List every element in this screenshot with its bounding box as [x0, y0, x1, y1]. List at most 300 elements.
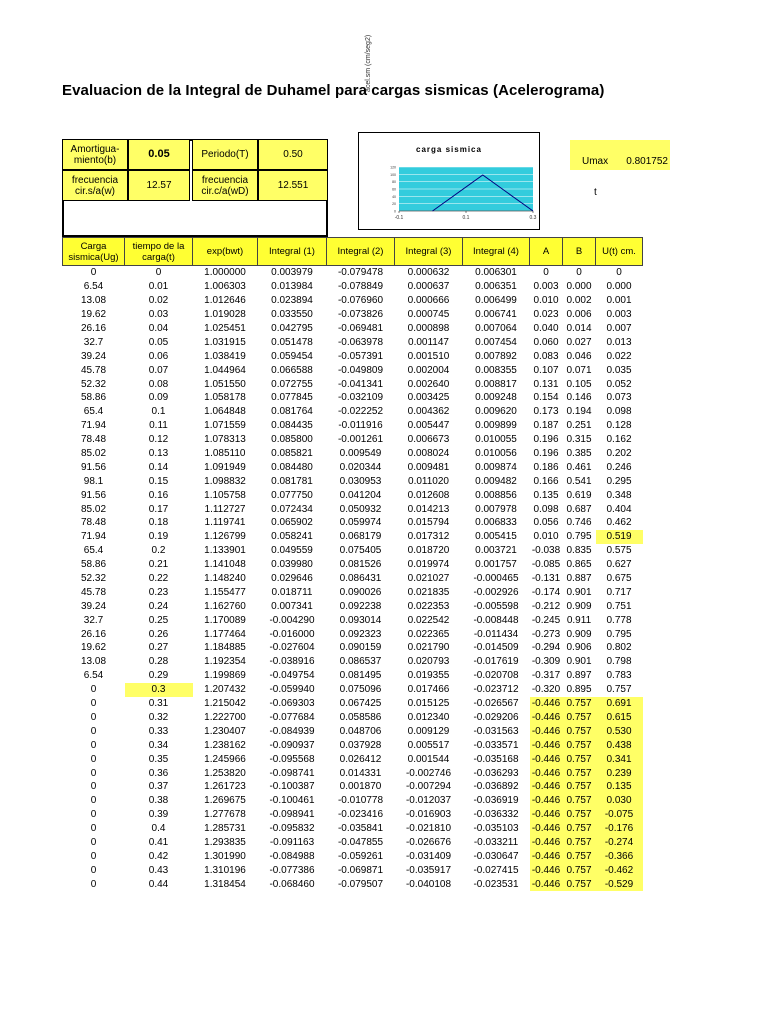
chart-ytick-label: 120	[390, 165, 396, 170]
table-cell: 0.26	[148, 628, 169, 640]
table-cell: 0.901	[566, 586, 592, 598]
table-cell: 1.301990	[204, 850, 246, 862]
table-cell: 0.135	[533, 489, 559, 501]
table-cell: 0.865	[566, 559, 592, 571]
table-cell: 0.146	[566, 392, 592, 404]
table-cell: -0.446	[530, 711, 563, 725]
table-cell: 52.32	[80, 573, 107, 585]
table-cell: -0.011434	[473, 628, 519, 640]
table-cell: 0.083	[533, 350, 559, 362]
table-cell: 0.018720	[407, 545, 450, 557]
table-cell: 0.009899	[475, 420, 517, 432]
table-cell: 45.78	[80, 364, 107, 376]
table-cell: -0.029206	[473, 711, 519, 723]
table-cell: 1.025451	[204, 323, 246, 334]
table-cell: 1.006303	[204, 281, 246, 293]
table-cell: 0	[90, 739, 97, 751]
table-cell: 6.54	[83, 281, 104, 293]
table-cell: -0.446	[530, 780, 563, 794]
table-cell: 0.11	[149, 420, 168, 432]
table-cell: -0.084988	[269, 850, 315, 862]
table-cell: 58.86	[80, 392, 107, 404]
table-row	[63, 405, 643, 419]
table-cell: -0.273	[531, 628, 561, 640]
amortiguamiento-label: Amortigua-miento(b)	[62, 139, 128, 170]
table-row	[63, 738, 643, 752]
table-cell: 0.05	[148, 336, 169, 348]
table-cell: 0.000632	[407, 267, 450, 279]
column-header: Carga sismica(Ug)	[63, 238, 125, 266]
table-cell: 0.010	[533, 531, 559, 543]
table-cell: 45.78	[80, 586, 107, 598]
table-cell: 0.009482	[475, 475, 517, 487]
table-row	[63, 780, 643, 794]
table-cell: 0.173	[533, 406, 559, 418]
table-cell: -0.023531	[473, 878, 519, 890]
table-cell: 0.2	[151, 545, 166, 557]
table-cell: -0.446	[530, 794, 563, 808]
table-cell: 0.012340	[407, 711, 450, 723]
umax-value: 0.801752	[626, 155, 668, 167]
table-row	[63, 349, 643, 363]
table-cell: 0.008024	[407, 448, 450, 460]
chart-svg	[359, 133, 539, 229]
column-header: Integral (2)	[327, 238, 395, 266]
table-cell: 0.010	[533, 295, 559, 307]
table-cell: 0	[155, 267, 162, 279]
table-cell: 0.006301	[475, 267, 517, 279]
t-label: t	[594, 187, 597, 198]
table-cell: 0.059974	[339, 517, 382, 529]
table-cell: 1.199869	[204, 670, 246, 682]
table-cell: 1.038419	[204, 350, 246, 362]
table-cell: 0.530	[596, 724, 643, 738]
table-cell: 0.575	[606, 545, 632, 557]
table-cell: 0.757	[563, 808, 596, 822]
table-cell: 85.02	[80, 503, 107, 515]
table-cell: 98.1	[83, 475, 104, 487]
table-cell: -0.077386	[269, 864, 315, 876]
table-cell: -0.023712	[473, 684, 519, 696]
table-cell: 0.461	[566, 461, 592, 473]
table-cell: 0.003	[533, 281, 559, 293]
table-cell: -0.100387	[269, 781, 315, 793]
table-cell: 0.000637	[407, 281, 450, 293]
table-cell: 0.020793	[407, 656, 450, 668]
table-cell: 0.098	[533, 503, 559, 515]
table-cell: 0.000898	[407, 323, 450, 334]
table-cell: -0.059261	[337, 850, 384, 862]
frecuencia-w-label: frecuencia cir.s/a(w)	[62, 170, 128, 201]
table-row	[63, 655, 643, 669]
table-cell: 0.385	[566, 448, 592, 460]
table-cell: -0.063978	[337, 336, 384, 348]
table-cell: 0.24	[148, 600, 169, 612]
table-cell: 0.835	[566, 545, 592, 557]
table-cell: 1.192354	[204, 656, 246, 668]
column-header: Integral (3)	[395, 238, 463, 266]
table-cell: 0.004362	[407, 406, 450, 418]
table-cell: 0.154	[533, 392, 559, 404]
chart-area	[358, 132, 540, 230]
table-cell: -0.073826	[337, 309, 384, 321]
table-cell: 1.091949	[204, 461, 246, 473]
table-cell: 0	[90, 864, 97, 876]
table-cell: 0.757	[563, 849, 596, 863]
table-cell: 32.7	[83, 614, 104, 626]
table-cell: -0.446	[530, 836, 563, 850]
table-cell: 0.783	[606, 670, 632, 682]
table-row	[63, 474, 643, 488]
table-cell: 0.075405	[339, 545, 382, 557]
table-cell: 1.098832	[204, 475, 246, 487]
table-cell: 0.051478	[271, 336, 313, 348]
table-cell: 0.691	[596, 697, 643, 711]
table-cell: 0.25	[148, 614, 169, 626]
table-cell: 0.008817	[475, 378, 517, 390]
table-cell: 0.005447	[407, 420, 450, 432]
table-cell: 0.751	[606, 600, 632, 612]
table-cell: -0.030647	[473, 850, 519, 862]
table-cell: 0.077845	[271, 392, 313, 404]
table-cell: 0.081495	[339, 670, 382, 682]
table-cell: 0.295	[606, 475, 632, 487]
table-cell: 0.042795	[271, 323, 313, 334]
table-cell: 0.014	[566, 323, 592, 334]
table-cell: 65.4	[83, 406, 104, 418]
table-cell: -0.077684	[269, 711, 315, 723]
chart-ytick-label: 100	[390, 172, 396, 177]
table-cell: 0.017312	[407, 531, 450, 543]
table-cell: -0.036293	[473, 767, 519, 779]
table-cell: 0.757	[563, 836, 596, 850]
table-cell: 0.000666	[407, 295, 450, 307]
table-cell: 0.065902	[271, 517, 313, 529]
table-cell: 0.14	[148, 461, 169, 473]
table-cell: 0.081526	[339, 559, 382, 571]
table-cell: 0.081764	[271, 406, 313, 418]
table-cell: 0.000	[566, 281, 592, 293]
table-row	[63, 558, 643, 572]
table-cell: -0.031563	[473, 725, 519, 737]
table-cell: 0.015125	[407, 698, 450, 710]
table-cell: 0.007341	[271, 600, 313, 612]
table-cell: -0.446	[530, 849, 563, 863]
table-cell: 0.012608	[407, 489, 450, 501]
table-cell: 0.03	[148, 309, 169, 321]
table-cell: 0.009248	[475, 392, 517, 404]
table-cell: 1.222700	[204, 711, 246, 723]
table-cell: 0.007892	[475, 350, 517, 362]
table-cell: 0.010055	[475, 434, 517, 446]
table-row	[63, 460, 643, 474]
table-cell: 0.906	[566, 642, 592, 654]
table-cell: 0.007978	[475, 503, 517, 515]
table-cell: -0.002746	[405, 767, 452, 779]
table-cell: 0.018711	[271, 586, 313, 598]
table-header-row	[63, 238, 643, 266]
table-cell: -0.038	[531, 545, 561, 557]
table-cell: 26.16	[80, 628, 107, 640]
table-cell: 0.17	[148, 503, 169, 515]
table-cell: 0.901	[566, 656, 592, 668]
table-cell: 0.19	[148, 531, 169, 543]
table-cell: 0.887	[566, 573, 592, 585]
table-cell: 0.22	[148, 573, 169, 585]
table-cell: 0.251	[566, 420, 592, 432]
table-cell: 0.4	[151, 823, 166, 835]
chart-ylabel: acel.sm (cm/seg2)	[365, 34, 372, 92]
table-cell: 1.000000	[204, 267, 246, 279]
table-cell: -0.035168	[473, 753, 519, 765]
table-cell: 0.28	[148, 656, 169, 668]
table-cell: 0.056	[533, 517, 559, 529]
table-cell: 0.1	[151, 406, 166, 418]
chart-xtick-label: -0.1	[394, 215, 404, 221]
table-row	[63, 613, 643, 627]
table-row	[63, 419, 643, 433]
table-cell: 1.133901	[204, 545, 246, 557]
chart-xtick-label: 0.3	[529, 215, 537, 221]
table-cell: 1.058178	[204, 392, 246, 404]
table-cell: -0.529	[596, 877, 643, 891]
table-row	[63, 711, 643, 725]
table-cell: 0.757	[563, 697, 596, 711]
table-cell: 0.897	[566, 670, 592, 682]
table-cell: -0.446	[530, 822, 563, 836]
table-cell: 0.017466	[407, 684, 450, 696]
table-cell: -0.095568	[269, 753, 315, 765]
table-cell: 0.022353	[407, 600, 450, 612]
table-cell: 0.757	[563, 752, 596, 766]
table-cell: 39.24	[80, 350, 107, 362]
table-cell: 0.001147	[408, 336, 449, 348]
table-cell: 0.38	[148, 795, 169, 807]
table-cell: 1.085110	[204, 448, 246, 460]
table-cell: 0.019974	[407, 559, 450, 571]
table-cell: 0.02	[148, 295, 169, 307]
table-cell: -0.004290	[269, 614, 315, 626]
table-cell: 0.798	[606, 656, 632, 668]
table-cell: 0.010056	[475, 448, 517, 460]
table-cell: 1.044964	[204, 364, 246, 376]
table-cell: 0.802	[606, 642, 632, 654]
table-cell: -0.446	[530, 863, 563, 877]
table-cell: -0.059940	[269, 684, 315, 696]
table-cell: -0.446	[530, 724, 563, 738]
table-cell: 1.245966	[204, 753, 246, 765]
table-cell: 0.746	[566, 517, 592, 529]
table-cell: -0.026676	[405, 836, 452, 848]
table-cell: -0.174	[531, 586, 561, 598]
table-cell: -0.005598	[473, 600, 519, 612]
table-cell: 0.519	[596, 530, 643, 544]
table-cell: 0.44	[148, 878, 169, 890]
table-cell: 0.37	[148, 781, 169, 793]
table-cell: 0.07	[148, 364, 169, 376]
table-cell: 1.064848	[204, 406, 246, 418]
table-cell: 0.04	[148, 323, 169, 334]
table-cell: 0.105	[566, 378, 592, 390]
table-cell: 0.086537	[339, 656, 382, 668]
table-cell: 0.757	[563, 780, 596, 794]
chart-xtick-label: 0.1	[462, 215, 470, 221]
table-cell: 0.895	[566, 684, 592, 696]
table-cell: 19.62	[80, 309, 107, 321]
table-cell: 85.02	[80, 448, 107, 460]
table-cell: -0.010778	[337, 795, 384, 807]
table-cell: 0.023894	[271, 295, 313, 307]
table-cell: -0.069871	[337, 864, 384, 876]
table-cell: 0.011020	[408, 475, 449, 487]
table-cell: 39.24	[80, 600, 107, 612]
table-cell: -0.079478	[337, 267, 384, 279]
table-cell: 0.162	[606, 434, 632, 446]
table-cell: 0.006	[566, 309, 592, 321]
table-row	[63, 697, 643, 711]
table-cell: 0.019355	[407, 670, 450, 682]
table-cell: 0.08	[148, 378, 169, 390]
table-cell: -0.026567	[473, 698, 519, 710]
table-cell: 0.15	[148, 475, 169, 487]
table-cell: 0.030953	[339, 475, 382, 487]
table-cell: 0.003979	[271, 267, 313, 279]
table-cell: 0	[90, 698, 97, 710]
table-cell: 0.627	[606, 559, 632, 571]
table-cell: 0.31	[148, 698, 169, 710]
table-cell: 0.619	[566, 489, 592, 501]
amortiguamiento-value: 0.05	[128, 139, 190, 170]
table-cell: -0.012037	[405, 795, 452, 807]
table-cell: 0.090159	[339, 642, 382, 654]
table-cell: 0.186	[533, 461, 559, 473]
table-cell: 32.7	[83, 336, 104, 348]
table-cell: 0.757	[563, 724, 596, 738]
table-cell: 0.026412	[339, 753, 382, 765]
table-cell: 0.035	[606, 364, 632, 376]
table-row	[63, 794, 643, 808]
table-cell: 0.022542	[407, 614, 450, 626]
table-cell: 0.315	[566, 434, 592, 446]
table-cell: 0.022	[606, 350, 632, 362]
table-cell: 0.059454	[271, 350, 313, 362]
table-cell: 0.34	[148, 739, 169, 751]
table-cell: 0.008856	[475, 489, 517, 501]
table-cell: 0.015794	[407, 517, 450, 529]
table-cell: 0.187	[533, 420, 559, 432]
table-row	[63, 516, 643, 530]
table-cell: 0	[90, 725, 97, 737]
table-cell: 0.046	[566, 350, 592, 362]
table-cell: -0.309	[531, 656, 561, 668]
table-cell: -0.016000	[269, 628, 315, 640]
table-cell: -0.294	[531, 642, 561, 654]
table-cell: 1.207432	[204, 684, 246, 696]
table-cell: 0.757	[563, 766, 596, 780]
table-cell: 0.093014	[339, 614, 382, 626]
table-cell: 0.022365	[407, 628, 450, 640]
table-cell: 0.001544	[407, 753, 450, 765]
table-cell: 1.177464	[204, 628, 246, 640]
table-cell: 0.35	[148, 753, 169, 765]
table-cell: 0.3	[125, 683, 193, 697]
table-cell: 6.54	[83, 670, 104, 682]
table-cell: 1.261723	[204, 781, 246, 793]
table-cell: 0.438	[596, 738, 643, 752]
table-cell: 1.031915	[204, 336, 246, 348]
table-row	[63, 863, 643, 877]
table-cell: -0.212	[531, 600, 561, 612]
table-cell: -0.021810	[405, 823, 452, 835]
table-cell: 1.051550	[204, 378, 246, 390]
table-cell: 0.128	[606, 420, 632, 432]
table-cell: -0.446	[530, 877, 563, 891]
table-cell: 0.687	[566, 503, 592, 515]
table-row	[63, 572, 643, 586]
table-cell: -0.317	[531, 670, 561, 682]
table-cell: 0.002640	[407, 378, 450, 390]
table-cell: 0.32	[148, 711, 169, 723]
table-cell: 0.757	[606, 684, 632, 696]
table-cell: 0.003	[606, 309, 632, 321]
table-cell: -0.100461	[269, 795, 315, 807]
table-cell: 0.795	[566, 531, 592, 543]
frecuencia-wd-value: 12.551	[258, 170, 328, 201]
umax-label: Umax	[582, 155, 609, 167]
table-cell: 0.909	[566, 628, 592, 640]
table-cell: 0.006741	[475, 309, 517, 321]
table-cell: 0.048706	[339, 725, 382, 737]
table-cell: -0.075	[596, 808, 643, 822]
table-cell: 0.717	[606, 586, 632, 598]
table-cell: -0.036332	[473, 809, 519, 821]
table-cell: -0.035103	[473, 823, 519, 835]
table-cell: 1.071559	[204, 420, 246, 432]
table-row	[63, 544, 643, 558]
table-cell: 0.007	[606, 323, 632, 334]
table-cell: 0.246	[606, 461, 632, 473]
table-cell: 0.001	[606, 295, 632, 307]
table-cell: 0.166	[533, 475, 559, 487]
table-cell: 0.006833	[475, 517, 517, 529]
table-row	[63, 599, 643, 613]
column-header: U(t) cm.	[596, 238, 643, 266]
table-row	[63, 585, 643, 599]
table-cell: 1.230407	[204, 725, 246, 737]
table-cell: 0.001757	[475, 559, 517, 571]
table-cell: 0.006499	[475, 295, 517, 307]
table-cell: 0.037928	[339, 739, 382, 751]
table-cell: 0.757	[563, 822, 596, 836]
table-cell: 0	[90, 850, 97, 862]
table-cell: 0.757	[563, 877, 596, 891]
table-cell: 0.041204	[339, 489, 382, 501]
chart-ytick-label: 40	[392, 194, 396, 199]
table-cell: 0.41	[148, 836, 169, 848]
table-cell: -0.001261	[337, 434, 384, 446]
table-cell: 1.277678	[204, 809, 246, 821]
table-cell: -0.023416	[337, 809, 384, 821]
table-cell: -0.017619	[473, 656, 519, 668]
table-cell: 0.43	[148, 864, 169, 876]
table-cell: 0.009874	[475, 461, 517, 473]
table-cell: 0.009481	[407, 461, 450, 473]
table-cell: 0.068179	[339, 531, 382, 543]
table-cell: -0.090937	[269, 739, 315, 751]
table-cell: 0.002	[566, 295, 592, 307]
table-cell: 0.077750	[271, 489, 313, 501]
chart-ytick-label: 0	[394, 209, 396, 214]
